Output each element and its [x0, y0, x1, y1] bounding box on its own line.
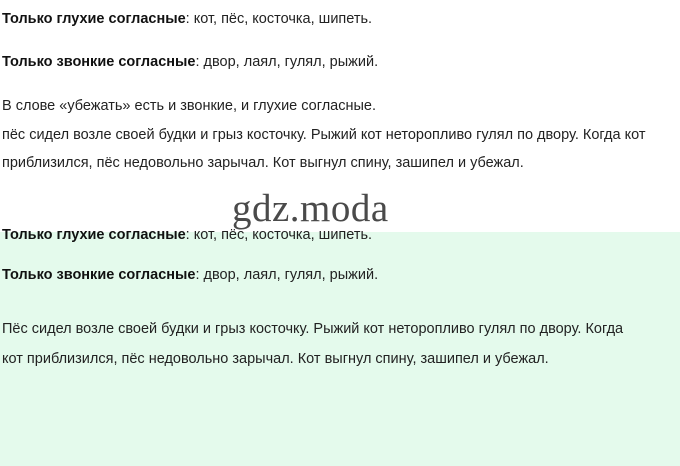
answer-voiced-consonants: [2, 51, 662, 74]
green-answer-voiceless-label: Только глухие согласные: [2, 227, 186, 243]
answer-voiceless-label: Только глухие согласные: [2, 11, 186, 27]
answer-voiceless-consonants: [2, 8, 662, 31]
green-answer-voiced-separator: :: [195, 267, 204, 283]
green-story-paragraph: Пёс сидел возле своей будки и грыз косточку. Рыжий кот неторопливо гулял по двору. Когда кот приблизился, пёс недовольно зарычал. Кот выгнул спину, зашипел и убежал.: [2, 321, 624, 368]
answer-voiceless-text: кот, пёс, косточка, шипеть.: [193, 11, 373, 27]
green-answer-voiceless-text: кот, пёс, косточка, шипеть.: [193, 227, 373, 243]
green-answer-voiced-consonants: [2, 264, 662, 287]
answer-mixed-consonants: В слове «убежать» есть и звонкие, и глухие согласные.: [2, 98, 377, 114]
green-answer-voiceless-separator: :: [185, 227, 194, 243]
green-answer-voiced-label: Только звонкие согласные: [2, 267, 196, 283]
green-answer-voiced-text: двор, лаял, гулял, рыжий.: [203, 267, 379, 283]
answer-voiceless-separator: :: [185, 11, 194, 27]
top-story-paragraph: пёс сидел возле своей будки и грыз косточку. Рыжий кот неторопливо гулял по двору. Когда кот приблизился, пёс недовольно зарычал. Кот выгнул спину, зашипел и убежал.: [2, 127, 646, 172]
answer-voiced-label: Только звонкие согласные: [2, 54, 196, 70]
green-answer-block: [0, 227, 680, 466]
answer-voiced-text: двор, лаял, гулял, рыжий.: [203, 54, 379, 70]
watermark-text: gdz.moda: [232, 187, 389, 230]
answer-voiced-separator: :: [195, 54, 204, 70]
